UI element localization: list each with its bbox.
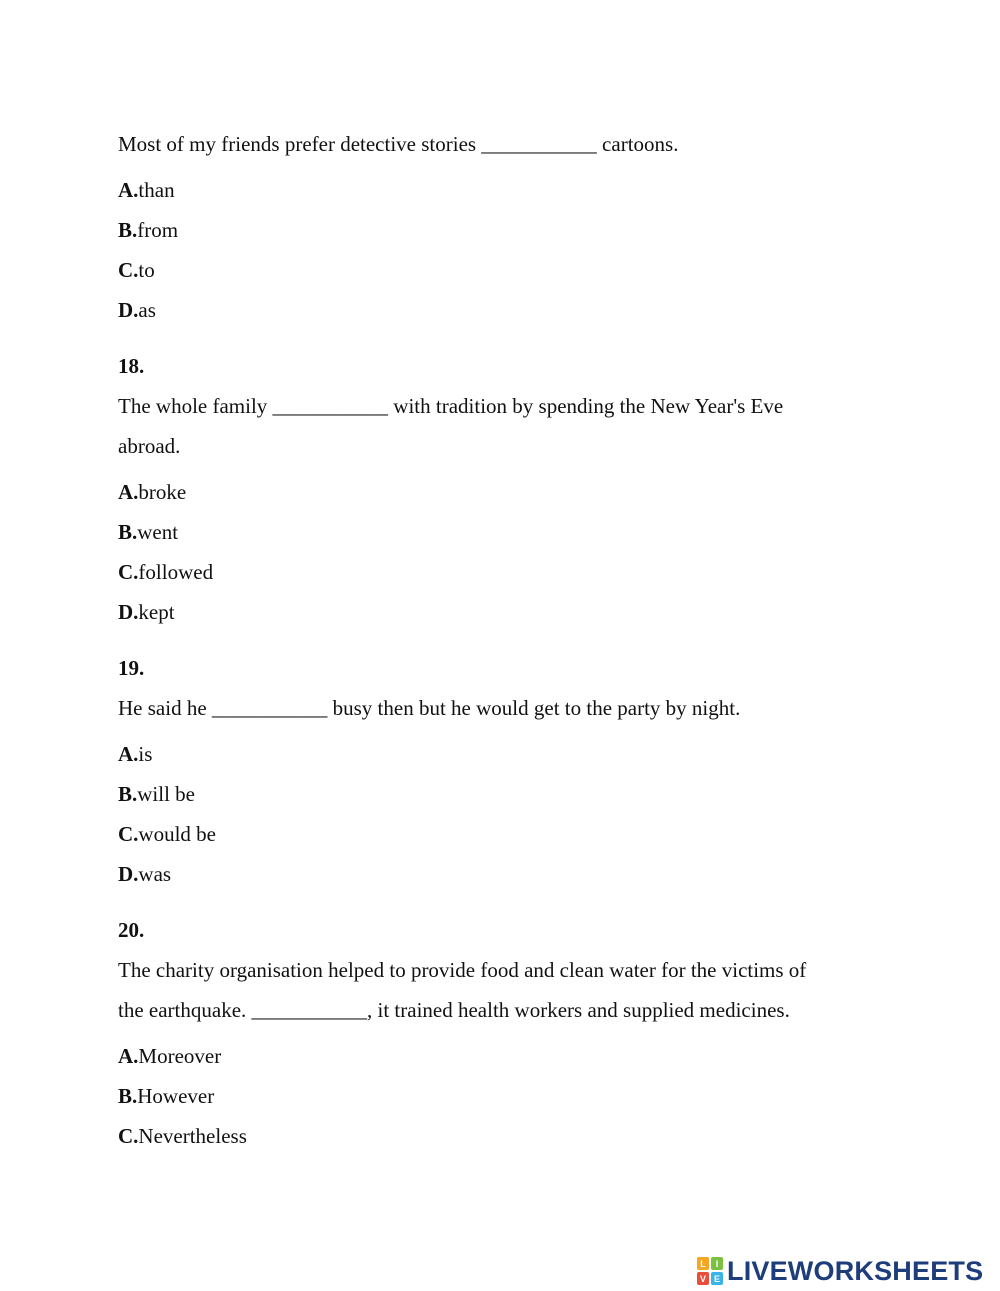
option-letter: A. [118, 742, 139, 766]
option-letter: B. [118, 782, 138, 806]
question-17-option-d[interactable] [118, 297, 156, 323]
option-text: went [137, 520, 179, 544]
question-18-stem-line2: abroad. [118, 434, 181, 458]
question-20-number: 20. [118, 918, 145, 942]
question-17-option-c[interactable] [118, 257, 155, 283]
question-20-stem-line1: The charity organisation helped to provide food and clean water for the victims of [118, 958, 807, 982]
option-letter: B. [118, 1084, 138, 1108]
option-text: Nevertheless [138, 1124, 247, 1148]
option-text: will be [137, 782, 196, 806]
question-19-stem: He said he ___________ busy then but he would get to the party by night. [118, 696, 741, 720]
question-18-option-a[interactable] [118, 479, 186, 505]
svg-text:V: V [699, 1274, 707, 1284]
option-letter: B. [118, 218, 138, 242]
question-20-option-c[interactable] [118, 1123, 247, 1149]
liveworksheets-logo-icon [697, 1257, 723, 1285]
option-text: Moreover [138, 1044, 222, 1068]
option-letter: C. [118, 1124, 139, 1148]
question-18-option-b[interactable] [118, 519, 178, 545]
option-letter: D. [118, 298, 139, 322]
option-text: followed [138, 560, 214, 584]
question-18-stem-line1: The whole family ___________ with tradition by spending the New Year's Eve [118, 394, 784, 418]
question-19-number: 19. [118, 656, 145, 680]
option-text: is [138, 742, 153, 766]
question-20-option-b[interactable] [118, 1083, 214, 1109]
option-text: would be [138, 822, 216, 846]
option-text: than [138, 178, 175, 202]
option-text: However [137, 1084, 215, 1108]
question-17-option-a[interactable] [118, 177, 175, 203]
question-17-option-b[interactable] [118, 217, 178, 243]
question-20-option-a[interactable] [118, 1043, 221, 1069]
liveworksheets-logo[interactable] [697, 1255, 983, 1287]
option-text: to [138, 258, 155, 282]
option-text: kept [138, 600, 175, 624]
option-letter: C. [118, 822, 139, 846]
option-text: from [137, 218, 179, 242]
option-letter: A. [118, 480, 139, 504]
option-letter: B. [118, 520, 138, 544]
question-19-option-b[interactable] [118, 781, 195, 807]
svg-text:E: E [713, 1274, 721, 1284]
question-18-option-d[interactable] [118, 599, 175, 625]
option-letter: C. [118, 258, 139, 282]
question-20-stem-line2: the earthquake. ___________, it trained health workers and supplied medicines. [118, 998, 790, 1022]
option-text: broke [138, 480, 187, 504]
question-18-number: 18. [118, 354, 145, 378]
question-19-option-a[interactable] [118, 741, 152, 767]
question-19-option-c[interactable] [118, 821, 216, 847]
option-letter: D. [118, 862, 139, 886]
logo-text: LIVEWORKSHEETS [727, 1255, 984, 1286]
option-text: as [138, 298, 156, 322]
option-letter: A. [118, 1044, 139, 1068]
question-17-stem: Most of my friends prefer detective stories ___________ cartoons. [118, 132, 679, 156]
question-18-option-c[interactable] [118, 559, 213, 585]
option-letter: A. [118, 178, 139, 202]
question-19-option-d[interactable] [118, 861, 171, 887]
option-text: was [138, 862, 172, 886]
option-letter: C. [118, 560, 139, 584]
option-letter: D. [118, 600, 139, 624]
svg-text:I: I [715, 1259, 719, 1269]
svg-text:L: L [700, 1259, 706, 1269]
